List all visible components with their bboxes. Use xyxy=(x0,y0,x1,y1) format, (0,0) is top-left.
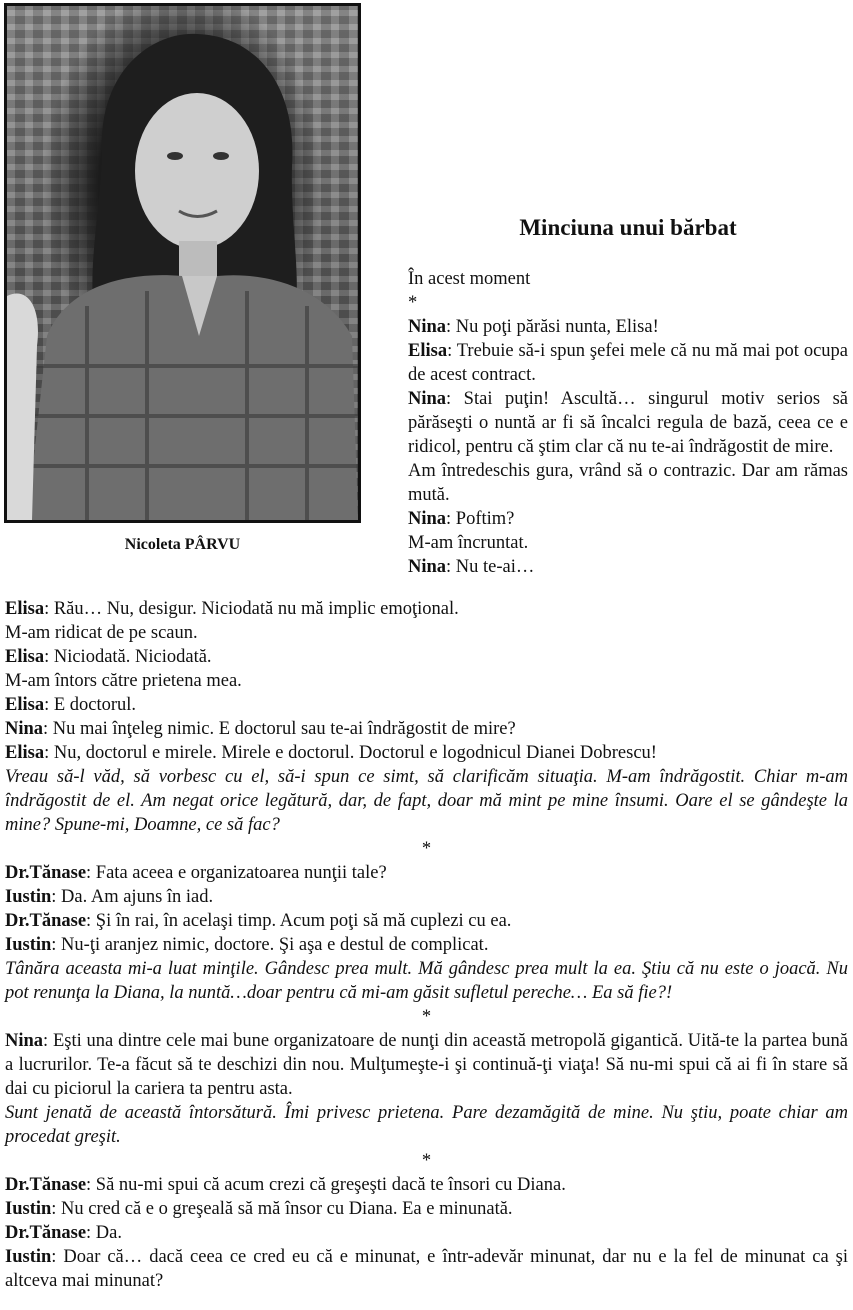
speaker-name: Elisa xyxy=(5,647,45,667)
speaker-name: Nina xyxy=(408,557,447,577)
scene-separator: * xyxy=(421,1151,432,1171)
speaker-name: Nina xyxy=(5,1031,44,1051)
dialogue-text: : Niciodată. Niciodată. xyxy=(44,647,212,667)
portrait-icon xyxy=(7,6,358,520)
dialogue-line xyxy=(5,717,848,741)
speaker-name: Elisa xyxy=(408,341,448,361)
author-photo xyxy=(4,3,361,523)
dialogue-line xyxy=(5,1197,848,1221)
dialogue-text: : Nu-ţi aranjez nimic, doctore. Şi aşa e destul de complicat. xyxy=(51,935,489,955)
dialogue-text: : Nu te-ai… xyxy=(446,557,535,577)
dialogue-text: : Poftim? xyxy=(446,509,515,529)
dialogue-line xyxy=(5,1173,848,1197)
dialogue-text: : E doctorul. xyxy=(44,695,137,715)
dialogue-text: : Stai puţin! Ascultă… singurul motiv serios să părăseşti o nuntă ar fi să încalci regula de bază, ceea ce e ridicol, pentru că ştim clar că nu te-ai îndrăgostit de mire. xyxy=(408,389,848,457)
dialogue-text: : Trebuie să-i spun şefei mele că nu mă mai pot ocupa de acest contract. xyxy=(408,341,848,385)
speaker-name: Nina xyxy=(408,509,447,529)
speaker-name: Iustin xyxy=(5,887,52,907)
dialogue-line xyxy=(5,861,848,885)
intro-column xyxy=(408,267,848,579)
speaker-name: Dr.Tănase xyxy=(5,911,87,931)
dialogue-line xyxy=(408,555,848,579)
narration-line: Am întredeschis gura, vrând să o contrazic. Dar am rămas mută. xyxy=(408,461,848,505)
dialogue-line xyxy=(5,1245,848,1293)
article-title: Minciuna unui bărbat xyxy=(519,215,737,240)
inner-monologue: Sunt jenată de această întorsătură. Îmi privesc prietena. Pare dezamăgită de mine. Nu ştiu, poate chiar am procedat greşit. xyxy=(5,1103,848,1147)
dialogue-line xyxy=(5,933,848,957)
speaker-name: Iustin xyxy=(5,1199,52,1219)
dialogue-text: : Nu mai înţeleg nimic. E doctorul sau te-ai îndrăgostit de mire? xyxy=(43,719,516,739)
dialogue-line xyxy=(5,693,848,717)
dialogue-line xyxy=(5,909,848,933)
speaker-name: Dr.Tănase xyxy=(5,863,87,883)
speaker-name: Nina xyxy=(408,389,447,409)
dialogue-line xyxy=(408,507,848,531)
dialogue-text: : Să nu-mi spui că acum crezi că greşeşti dacă te însori cu Diana. xyxy=(86,1175,566,1195)
speaker-name: Nina xyxy=(408,317,447,337)
inner-monologue: Vreau să-l văd, să vorbesc cu el, să-i spun ce simt, să clarificăm situaţia. M-am îndrăgostit. Chiar m-am îndrăgostit de el. Am negat orice legătură, dar, de fapt, doar mă mint pe mine însumi. Oare el se gândeşte la mine? Spune-mi, Doamne, ce să fac? xyxy=(5,767,848,835)
narration-line: M-am încruntat. xyxy=(408,533,529,553)
inner-monologue: Tânăra aceasta mi-a luat minţile. Gândesc prea mult. Mă gândesc prea mult la ea. Ştiu că nu este o joacă. Nu pot renunţa la Diana, la nuntă…doar pentru că mi-am găsit sufletul pereche… Ea să fie?! xyxy=(5,959,848,1003)
dialogue-text: : Nu cred că e o greşeală să mă însor cu Diana. Ea e minunată. xyxy=(51,1199,513,1219)
dialogue-text: : Fata aceea e organizatoarea nunţii tale? xyxy=(86,863,387,883)
speaker-name: Elisa xyxy=(5,743,45,763)
photo-caption: Nicoleta PÂRVU xyxy=(124,536,241,553)
dialogue-text: : Doar că… dacă ceea ce cred eu că e minunat, e într-adevăr minunat, dar nu e la fel de minunat ca şi altceva mai minunat? xyxy=(5,1247,848,1291)
dialogue-line xyxy=(5,645,848,669)
dialogue-line xyxy=(5,885,848,909)
speaker-name: Nina xyxy=(5,719,44,739)
scene-separator: * xyxy=(421,839,432,859)
dialogue-line xyxy=(408,387,848,459)
speaker-name: Iustin xyxy=(5,935,52,955)
speaker-name: Dr.Tănase xyxy=(5,1223,87,1243)
dialogue-line xyxy=(408,315,848,339)
dialogue-line xyxy=(408,339,848,387)
speaker-name: Iustin xyxy=(5,1247,52,1267)
speaker-name: Dr.Tănase xyxy=(5,1175,87,1195)
dialogue-line xyxy=(5,597,848,621)
scene-separator: * xyxy=(408,293,418,313)
main-text xyxy=(5,597,848,1293)
narration-line: În acest moment xyxy=(408,269,531,289)
dialogue-text: : Da. xyxy=(86,1223,123,1243)
dialogue-text: : Da. Am ajuns în iad. xyxy=(51,887,214,907)
dialogue-line xyxy=(5,1029,848,1101)
dialogue-line xyxy=(5,1221,848,1245)
dialogue-text: : Şi în rai, în acelaşi timp. Acum poţi să mă cuplezi cu ea. xyxy=(86,911,512,931)
narration-line: M-am ridicat de pe scaun. xyxy=(5,623,198,643)
dialogue-text: : Eşti una dintre cele mai bune organizatoare de nunţi din această metropolă gigantică. Uită-te la partea bună a lucrurilor. Te-a făcut să te deschizi din nou. Mulţumeşte-i şi continuă-ţi viaţa! Să nu-mi spui că ai fi în stare să dai cu piciorul la cariera ta pentru asta. xyxy=(5,1031,848,1099)
speaker-name: Elisa xyxy=(5,599,45,619)
speaker-name: Elisa xyxy=(5,695,45,715)
dialogue-text: : Nu, doctorul e mirele. Mirele e doctorul. Doctorul e logodnicul Dianei Dobrescu! xyxy=(44,743,657,763)
narration-line: M-am întors către prietena mea. xyxy=(5,671,242,691)
dialogue-text: : Rău… Nu, desigur. Niciodată nu mă implic emoţional. xyxy=(44,599,459,619)
dialogue-text: : Nu poţi părăsi nunta, Elisa! xyxy=(446,317,659,337)
dialogue-line xyxy=(5,741,848,765)
scene-separator: * xyxy=(421,1007,432,1027)
